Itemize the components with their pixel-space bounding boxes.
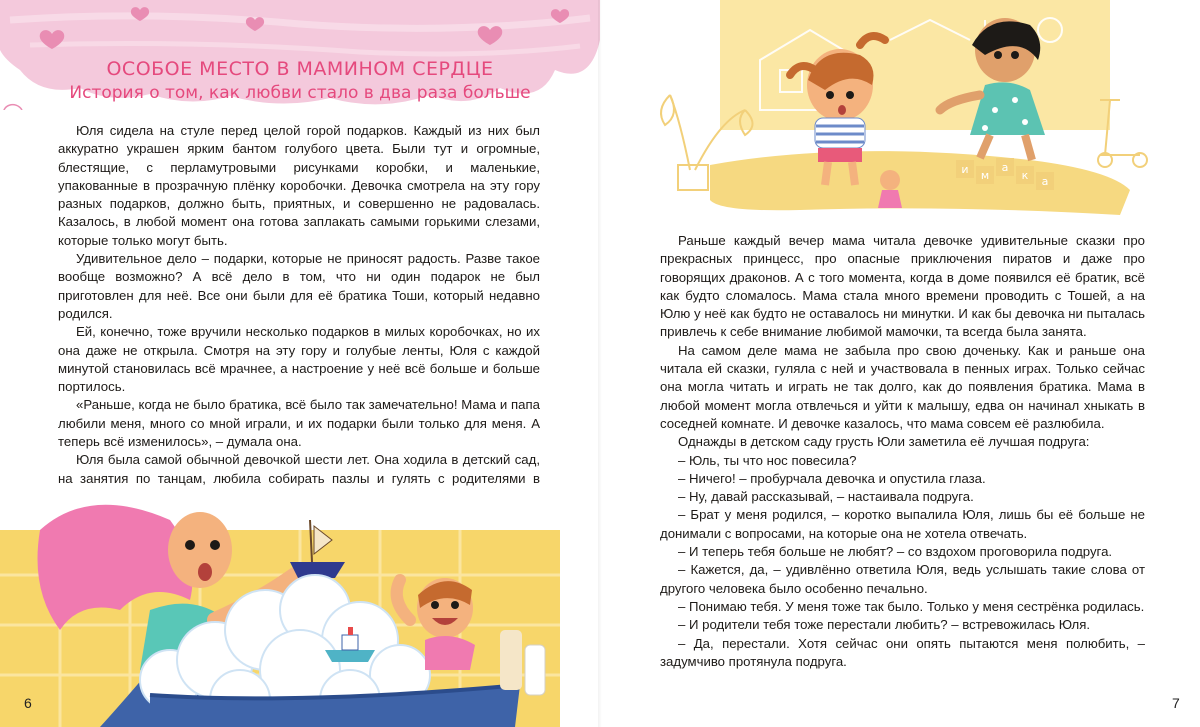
paragraph: – Брат у меня родился, – коротко выпалила Юля, лишь бы её больше не донимали с вопросами, на которые она не хотела отвечать. — [660, 507, 1145, 541]
block-letter: а — [1001, 161, 1009, 174]
paragraph: – Понимаю тебя. У меня тоже так было. Только у меня сестрёнка родилась. — [678, 598, 1145, 614]
paragraph: Юля сидела на стуле перед целой горой подарков. Каждый из них был аккуратно украшен ярким бантом голубого цвета. Были тут и огромные, блестящие, с перламутровыми рисунками коробки, и маленькие, упакованные в прозрачную плёнку коробочки. Девочка смотрела на эту гору разных подарков, должно быть, приятных, и совершенно не радовалась. Казалось, в любой момент она готова заплакать самыми горькими слезами, которые только могут быть. — [58, 123, 540, 248]
left-story-text — [58, 122, 540, 543]
paragraph: – Кажется, да, – удивлённо ответила Юля, ведь услышать такие слова от другого человека было особенно печально. — [660, 562, 1145, 596]
paragraph: «Раньше, когда не было братика, всё было так замечательно! Мама и папа любили меня, много со мной играли, и их подарки были только для меня. А теперь всё изменилось», – думала она. — [58, 397, 540, 450]
block-letter: а — [1041, 175, 1049, 188]
right-story-text — [660, 232, 1145, 671]
paragraph: Юля была самой обычной девочкой шести лет. Она ходила в детский сад, на занятия по танцам, любила собирать пазлы и гулять с родителями в — [58, 452, 540, 486]
paragraph: Удивительное дело – подарки, которые не приносят радость. Разве такое вообще возможно? А всё дело в том, что ни один подарок не был приготовлен для неё. Все они были для её братика Тоши, который недавно родился. — [58, 251, 540, 321]
story-subtitle: История о том, как любви стало в два раза больше — [69, 83, 531, 103]
paragraph: – Юль, ты что нос повесила? — [678, 452, 857, 468]
block-letter: м — [980, 169, 990, 182]
block-letter: к — [1021, 169, 1029, 182]
paragraph: – Да, перестали. Хотя сейчас они опять пытаются меня полюбить, – задумчиво протянула подруга. — [660, 635, 1145, 669]
paragraph: – Ничего! – пробурчала девочка и опустила глаза. — [678, 470, 986, 486]
block-letter: и — [961, 163, 969, 176]
paragraph: – Ну, давай рассказывай, – настаивала подруга. — [678, 489, 974, 505]
paragraph: Раньше каждый вечер мама читала девочке удивительные сказки про прекрасных принцесс, про опасные приключения пиратов и даже про говорящих драконов. А с того момента, когда в доме появился её братик, всё как будто сломалось. Мама стала много времени проводить с Тошей, а на Юлю у неё как будто не оставалось ни минутки. И как бы девочка ни пыталась привлечь к себе внимание любимой мамочки, та всегда была занята. — [660, 233, 1145, 340]
story-title: ОСОБОЕ МЕСТО В МАМИНОМ СЕРДЦЕ — [106, 58, 494, 80]
paragraph: – И теперь тебя больше не любят? – со вздохом проговорила подруга. — [678, 544, 1113, 560]
page-number-left: 6 — [24, 695, 32, 711]
bath-illustration — [0, 490, 560, 727]
kids-illustration — [650, 0, 1150, 220]
paragraph: – И родители тебя тоже перестали любить? – встревожилась Юля. — [678, 617, 1091, 633]
paragraph: Ей, конечно, тоже вручили несколько подарков в милых коробочках, но их она даже не открыла. Смотря на эту гору и голубые ленты, Юля с каждой минутой становилась всё мрачнее, а настроение у неё всё больше и больше портилось. — [58, 324, 540, 395]
page-number-right: 7 — [1172, 695, 1180, 711]
right-page — [600, 0, 1200, 727]
paragraph: На самом деле мама не забыла про свою доченьку. Как и раньше она читала ей сказки, гуляла с ней и участвовала в пенных играх. Только сейчас она могла читать и играть не так долго, как до появления братика. Мама в любой момент могла отвлечься и уйти к малышу, едва он начинал хныкать в соседней комнате. И девочке казалось, что мама совсем её разлюбила. — [660, 342, 1145, 431]
paragraph: Однажды в детском саду грусть Юли заметила её лучшая подруга: — [678, 434, 1090, 450]
